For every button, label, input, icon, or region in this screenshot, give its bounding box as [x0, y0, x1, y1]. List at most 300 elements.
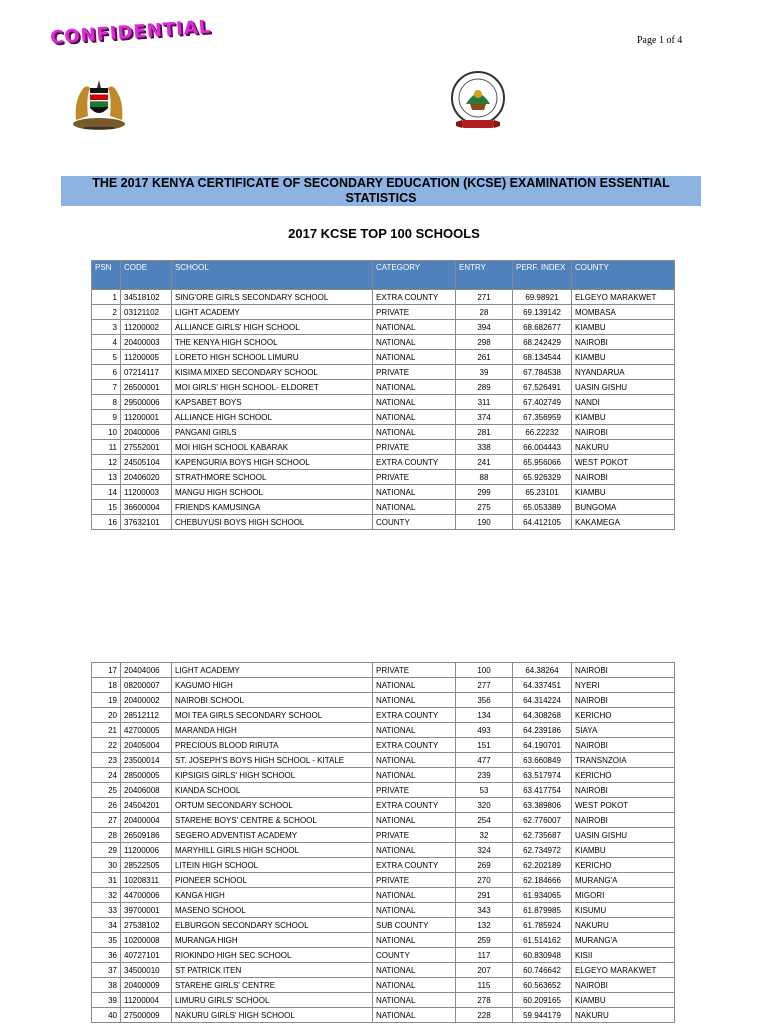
cell-entry: 311	[456, 395, 513, 410]
table-row	[92, 1008, 675, 1023]
cell-county: KISUMU	[572, 903, 675, 918]
cell-perf-index: 63.660849	[513, 753, 572, 768]
cell-entry: 151	[456, 738, 513, 753]
cell-code: 20404006	[121, 663, 172, 678]
cell-category: NATIONAL	[373, 888, 456, 903]
col-header-category: CATEGORY	[373, 261, 456, 290]
cell-code: 10200008	[121, 933, 172, 948]
cell-category: PRIVATE	[373, 365, 456, 380]
cell-perf-index: 67.356959	[513, 410, 572, 425]
cell-category: EXTRA COUNTY	[373, 455, 456, 470]
document-title: THE 2017 KENYA CERTIFICATE OF SECONDARY EDUCATION (KCSE) EXAMINATION ESSENTIAL STATISTICS	[92, 176, 670, 205]
cell-code: 39700001	[121, 903, 172, 918]
cell-code: 34500010	[121, 963, 172, 978]
cell-psn: 7	[92, 380, 121, 395]
cell-category: PRIVATE	[373, 783, 456, 798]
cell-code: 20400004	[121, 813, 172, 828]
table-row	[92, 335, 675, 350]
cell-category: PRIVATE	[373, 663, 456, 678]
cell-perf-index: 60.209165	[513, 993, 572, 1008]
cell-entry: 477	[456, 753, 513, 768]
cell-code: 11200001	[121, 410, 172, 425]
cell-county: KAKAMEGA	[572, 515, 675, 530]
ministry-seal-icon	[448, 70, 508, 134]
cell-perf-index: 66.004443	[513, 440, 572, 455]
cell-school: MOI TEA GIRLS SECONDARY SCHOOL	[172, 708, 373, 723]
table-row	[92, 515, 675, 530]
cell-psn: 19	[92, 693, 121, 708]
cell-school: PANGANI GIRLS	[172, 425, 373, 440]
table-row	[92, 963, 675, 978]
cell-entry: 269	[456, 858, 513, 873]
table-row	[92, 365, 675, 380]
table-row	[92, 723, 675, 738]
cell-psn: 28	[92, 828, 121, 843]
cell-psn: 22	[92, 738, 121, 753]
cell-perf-index: 64.308268	[513, 708, 572, 723]
cell-category: EXTRA COUNTY	[373, 290, 456, 305]
cell-school: LIMURU GIRLS' SCHOOL	[172, 993, 373, 1008]
cell-psn: 1	[92, 290, 121, 305]
cell-school: STRATHMORE SCHOOL	[172, 470, 373, 485]
table-row	[92, 470, 675, 485]
cell-entry: 281	[456, 425, 513, 440]
cell-county: TRANSNZOIA	[572, 753, 675, 768]
cell-perf-index: 59.944179	[513, 1008, 572, 1023]
cell-perf-index: 60.830948	[513, 948, 572, 963]
cell-entry: 132	[456, 918, 513, 933]
cell-school: LORETO HIGH SCHOOL LIMURU	[172, 350, 373, 365]
cell-category: NATIONAL	[373, 753, 456, 768]
cell-category: NATIONAL	[373, 978, 456, 993]
cell-perf-index: 61.514162	[513, 933, 572, 948]
cell-psn: 10	[92, 425, 121, 440]
table-row	[92, 440, 675, 455]
cell-perf-index: 60.563652	[513, 978, 572, 993]
cell-perf-index: 65.23101	[513, 485, 572, 500]
cell-school: NAIROBI SCHOOL	[172, 693, 373, 708]
cell-school: PRECIOUS BLOOD RIRUTA	[172, 738, 373, 753]
cell-county: MURANG'A	[572, 933, 675, 948]
cell-code: 24504201	[121, 798, 172, 813]
table-row	[92, 753, 675, 768]
cell-category: EXTRA COUNTY	[373, 858, 456, 873]
cell-school: MOI HIGH SCHOOL KABARAK	[172, 440, 373, 455]
cell-code: 11200003	[121, 485, 172, 500]
cell-psn: 6	[92, 365, 121, 380]
cell-psn: 33	[92, 903, 121, 918]
cell-entry: 271	[456, 290, 513, 305]
cell-county: NAIROBI	[572, 425, 675, 440]
cell-entry: 239	[456, 768, 513, 783]
cell-entry: 270	[456, 873, 513, 888]
cell-category: NATIONAL	[373, 1008, 456, 1023]
cell-psn: 37	[92, 963, 121, 978]
cell-category: EXTRA COUNTY	[373, 798, 456, 813]
cell-psn: 5	[92, 350, 121, 365]
cell-county: NAKURU	[572, 1008, 675, 1023]
cell-perf-index: 67.402749	[513, 395, 572, 410]
cell-entry: 254	[456, 813, 513, 828]
cell-code: 44700006	[121, 888, 172, 903]
cell-code: 11200002	[121, 320, 172, 335]
cell-code: 10208311	[121, 873, 172, 888]
cell-entry: 190	[456, 515, 513, 530]
cell-category: COUNTY	[373, 515, 456, 530]
cell-school: MARANDA HIGH	[172, 723, 373, 738]
cell-code: 40727101	[121, 948, 172, 963]
cell-category: SUB COUNTY	[373, 918, 456, 933]
cell-psn: 2	[92, 305, 121, 320]
cell-entry: 261	[456, 350, 513, 365]
table-row	[92, 858, 675, 873]
cell-entry: 228	[456, 1008, 513, 1023]
cell-psn: 24	[92, 768, 121, 783]
cell-school: ALLIANCE GIRLS' HIGH SCHOOL	[172, 320, 373, 335]
cell-perf-index: 62.184666	[513, 873, 572, 888]
cell-code: 27538102	[121, 918, 172, 933]
cell-county: KISII	[572, 948, 675, 963]
cell-perf-index: 62.735687	[513, 828, 572, 843]
cell-psn: 27	[92, 813, 121, 828]
cell-entry: 259	[456, 933, 513, 948]
cell-psn: 14	[92, 485, 121, 500]
cell-code: 24505104	[121, 455, 172, 470]
cell-psn: 38	[92, 978, 121, 993]
cell-school: LIGHT ACADEMY	[172, 305, 373, 320]
cell-code: 23500014	[121, 753, 172, 768]
cell-perf-index: 62.734972	[513, 843, 572, 858]
cell-code: 20400009	[121, 978, 172, 993]
cell-code: 20406020	[121, 470, 172, 485]
table-row	[92, 693, 675, 708]
cell-county: NAKURU	[572, 918, 675, 933]
cell-perf-index: 62.202189	[513, 858, 572, 873]
cell-school: SING'ORE GIRLS SECONDARY SCHOOL	[172, 290, 373, 305]
col-header-code: CODE	[121, 261, 172, 290]
cell-category: EXTRA COUNTY	[373, 708, 456, 723]
cell-perf-index: 63.389806	[513, 798, 572, 813]
cell-perf-index: 61.785924	[513, 918, 572, 933]
cell-county: UASIN GISHU	[572, 828, 675, 843]
cell-entry: 394	[456, 320, 513, 335]
cell-school: ST. JOSEPH'S BOYS HIGH SCHOOL - KITALE	[172, 753, 373, 768]
cell-psn: 15	[92, 500, 121, 515]
table-row	[92, 828, 675, 843]
cell-psn: 26	[92, 798, 121, 813]
cell-psn: 31	[92, 873, 121, 888]
cell-perf-index: 61.879985	[513, 903, 572, 918]
table-row	[92, 783, 675, 798]
table-row	[92, 798, 675, 813]
cell-code: 28512112	[121, 708, 172, 723]
cell-code: 20400003	[121, 335, 172, 350]
cell-perf-index: 65.926329	[513, 470, 572, 485]
cell-code: 34518102	[121, 290, 172, 305]
cell-code: 29500006	[121, 395, 172, 410]
cell-code: 28500005	[121, 768, 172, 783]
cell-school: THE KENYA HIGH SCHOOL	[172, 335, 373, 350]
cell-code: 11200005	[121, 350, 172, 365]
table-row	[92, 678, 675, 693]
cell-code: 03121102	[121, 305, 172, 320]
cell-psn: 32	[92, 888, 121, 903]
cell-entry: 356	[456, 693, 513, 708]
cell-category: NATIONAL	[373, 723, 456, 738]
cell-entry: 324	[456, 843, 513, 858]
cell-entry: 117	[456, 948, 513, 963]
cell-perf-index: 64.412105	[513, 515, 572, 530]
cell-category: NATIONAL	[373, 425, 456, 440]
cell-psn: 23	[92, 753, 121, 768]
cell-category: PRIVATE	[373, 873, 456, 888]
cell-entry: 28	[456, 305, 513, 320]
cell-entry: 343	[456, 903, 513, 918]
cell-code: 26500001	[121, 380, 172, 395]
cell-entry: 278	[456, 993, 513, 1008]
cell-county: WEST POKOT	[572, 798, 675, 813]
cell-entry: 241	[456, 455, 513, 470]
cell-perf-index: 66.22232	[513, 425, 572, 440]
cell-school: FRIENDS KAMUSINGA	[172, 500, 373, 515]
cell-code: 20400002	[121, 693, 172, 708]
cell-county: KIAMBU	[572, 993, 675, 1008]
cell-entry: 289	[456, 380, 513, 395]
cell-county: NANDI	[572, 395, 675, 410]
cell-school: KAPENGURIA BOYS HIGH SCHOOL	[172, 455, 373, 470]
table-row	[92, 933, 675, 948]
table-row	[92, 738, 675, 753]
cell-county: UASIN GISHU	[572, 380, 675, 395]
cell-county: ELGEYO MARAKWET	[572, 290, 675, 305]
cell-school: MOI GIRLS' HIGH SCHOOL- ELDORET	[172, 380, 373, 395]
cell-school: LITEIN HIGH SCHOOL	[172, 858, 373, 873]
cell-category: NATIONAL	[373, 320, 456, 335]
cell-entry: 207	[456, 963, 513, 978]
cell-perf-index: 63.517974	[513, 768, 572, 783]
cell-perf-index: 64.337451	[513, 678, 572, 693]
cell-perf-index: 63.417754	[513, 783, 572, 798]
cell-code: 42700005	[121, 723, 172, 738]
cell-perf-index: 64.38264	[513, 663, 572, 678]
cell-psn: 17	[92, 663, 121, 678]
cell-psn: 35	[92, 933, 121, 948]
cell-category: NATIONAL	[373, 335, 456, 350]
cell-school: STAREHE GIRLS' CENTRE	[172, 978, 373, 993]
table-row	[92, 918, 675, 933]
table-row	[92, 873, 675, 888]
cell-category: NATIONAL	[373, 903, 456, 918]
schools-table-part1	[91, 260, 675, 530]
cell-school: LIGHT ACADEMY	[172, 663, 373, 678]
cell-school: KAPSABET BOYS	[172, 395, 373, 410]
cell-school: MURANGA HIGH	[172, 933, 373, 948]
table-row	[92, 708, 675, 723]
cell-entry: 374	[456, 410, 513, 425]
cell-entry: 493	[456, 723, 513, 738]
cell-category: NATIONAL	[373, 993, 456, 1008]
table-row	[92, 455, 675, 470]
cell-psn: 21	[92, 723, 121, 738]
cell-perf-index: 64.190701	[513, 738, 572, 753]
col-header-perf-index-text: PERF. INDEX	[516, 263, 566, 272]
cell-category: NATIONAL	[373, 485, 456, 500]
cell-county: BUNGOMA	[572, 500, 675, 515]
col-header-psn: PSN	[92, 261, 121, 290]
cell-category: NATIONAL	[373, 500, 456, 515]
cell-county: KIAMBU	[572, 410, 675, 425]
cell-entry: 291	[456, 888, 513, 903]
cell-county: NAIROBI	[572, 663, 675, 678]
cell-school: MASENO SCHOOL	[172, 903, 373, 918]
cell-psn: 4	[92, 335, 121, 350]
table-row	[92, 485, 675, 500]
cell-category: NATIONAL	[373, 678, 456, 693]
cell-school: SEGERO ADVENTIST ACADEMY	[172, 828, 373, 843]
table-row	[92, 903, 675, 918]
confidential-stamp: CONFIDENTIAL	[49, 16, 212, 49]
cell-county: NYERI	[572, 678, 675, 693]
cell-category: NATIONAL	[373, 380, 456, 395]
cell-code: 28522505	[121, 858, 172, 873]
cell-perf-index: 67.526491	[513, 380, 572, 395]
cell-county: MIGORI	[572, 888, 675, 903]
cell-category: NATIONAL	[373, 813, 456, 828]
col-header-school: SCHOOL	[172, 261, 373, 290]
cell-psn: 29	[92, 843, 121, 858]
cell-entry: 277	[456, 678, 513, 693]
cell-code: 11200006	[121, 843, 172, 858]
cell-category: NATIONAL	[373, 768, 456, 783]
schools-table-part2	[91, 662, 675, 1023]
cell-school: ELBURGON SECONDARY SCHOOL	[172, 918, 373, 933]
cell-school: STAREHE BOYS' CENTRE & SCHOOL	[172, 813, 373, 828]
cell-county: SIAYA	[572, 723, 675, 738]
cell-school: ALLIANCE HIGH SCHOOL	[172, 410, 373, 425]
cell-entry: 100	[456, 663, 513, 678]
cell-code: 27500009	[121, 1008, 172, 1023]
cell-psn: 13	[92, 470, 121, 485]
table-row	[92, 663, 675, 678]
cell-code: 20406008	[121, 783, 172, 798]
table-row	[92, 978, 675, 993]
cell-psn: 8	[92, 395, 121, 410]
document-title-banner	[61, 176, 701, 206]
cell-code: 20405004	[121, 738, 172, 753]
cell-category: EXTRA COUNTY	[373, 738, 456, 753]
cell-school: MANGU HIGH SCHOOL	[172, 485, 373, 500]
cell-perf-index: 68.134544	[513, 350, 572, 365]
cell-school: ST PATRICK ITEN	[172, 963, 373, 978]
table-row	[92, 380, 675, 395]
cell-category: PRIVATE	[373, 440, 456, 455]
cell-entry: 134	[456, 708, 513, 723]
cell-code: 36600004	[121, 500, 172, 515]
cell-county: WEST POKOT	[572, 455, 675, 470]
cell-category: NATIONAL	[373, 410, 456, 425]
cell-code: 07214117	[121, 365, 172, 380]
cell-county: KERICHO	[572, 858, 675, 873]
table-row	[92, 888, 675, 903]
cell-entry: 32	[456, 828, 513, 843]
cell-county: NAIROBI	[572, 978, 675, 993]
cell-category: NATIONAL	[373, 693, 456, 708]
cell-code: 08200007	[121, 678, 172, 693]
cell-code: 20400006	[121, 425, 172, 440]
cell-school: CHEBUYUSI BOYS HIGH SCHOOL	[172, 515, 373, 530]
table-row	[92, 305, 675, 320]
cell-perf-index: 65.956066	[513, 455, 572, 470]
cell-category: PRIVATE	[373, 470, 456, 485]
cell-perf-index: 65.053389	[513, 500, 572, 515]
cell-code: 37632101	[121, 515, 172, 530]
cell-psn: 36	[92, 948, 121, 963]
cell-entry: 298	[456, 335, 513, 350]
cell-category: COUNTY	[373, 948, 456, 963]
cell-psn: 11	[92, 440, 121, 455]
cell-county: MURANG'A	[572, 873, 675, 888]
cell-county: NYANDARUA	[572, 365, 675, 380]
coat-of-arms-icon	[68, 72, 130, 134]
cell-county: NAIROBI	[572, 813, 675, 828]
cell-perf-index: 68.682677	[513, 320, 572, 335]
table-row	[92, 320, 675, 335]
table-row	[92, 948, 675, 963]
cell-psn: 30	[92, 858, 121, 873]
cell-county: KIAMBU	[572, 485, 675, 500]
col-header-county: COUNTY	[572, 261, 675, 290]
cell-psn: 9	[92, 410, 121, 425]
cell-code: 27552001	[121, 440, 172, 455]
cell-code: 11200004	[121, 993, 172, 1008]
table-row	[92, 350, 675, 365]
cell-county: MOMBASA	[572, 305, 675, 320]
table-row	[92, 500, 675, 515]
cell-perf-index: 69.139142	[513, 305, 572, 320]
col-header-entry: ENTRY	[456, 261, 513, 290]
cell-county: NAIROBI	[572, 470, 675, 485]
cell-school: RIOKINDO HIGH SEC SCHOOL	[172, 948, 373, 963]
cell-psn: 39	[92, 993, 121, 1008]
cell-perf-index: 64.314224	[513, 693, 572, 708]
table-row	[92, 768, 675, 783]
cell-category: NATIONAL	[373, 933, 456, 948]
cell-psn: 18	[92, 678, 121, 693]
cell-perf-index: 62.776007	[513, 813, 572, 828]
cell-entry: 53	[456, 783, 513, 798]
cell-county: NAKURU	[572, 440, 675, 455]
cell-entry: 275	[456, 500, 513, 515]
cell-school: NAKURU GIRLS' HIGH SCHOOL	[172, 1008, 373, 1023]
cell-county: KIAMBU	[572, 320, 675, 335]
cell-school: KANGA HIGH	[172, 888, 373, 903]
cell-school: KAGUMO HIGH	[172, 678, 373, 693]
table-row	[92, 843, 675, 858]
cell-category: NATIONAL	[373, 350, 456, 365]
cell-county: KERICHO	[572, 708, 675, 723]
cell-county: NAIROBI	[572, 335, 675, 350]
cell-perf-index: 64.239186	[513, 723, 572, 738]
cell-entry: 320	[456, 798, 513, 813]
cell-entry: 338	[456, 440, 513, 455]
cell-psn: 12	[92, 455, 121, 470]
cell-county: KIAMBU	[572, 843, 675, 858]
table-row	[92, 395, 675, 410]
cell-school: KIANDA SCHOOL	[172, 783, 373, 798]
cell-county: NAIROBI	[572, 693, 675, 708]
cell-school: KIPSIGIS GIRLS' HIGH SCHOOL	[172, 768, 373, 783]
cell-psn: 34	[92, 918, 121, 933]
